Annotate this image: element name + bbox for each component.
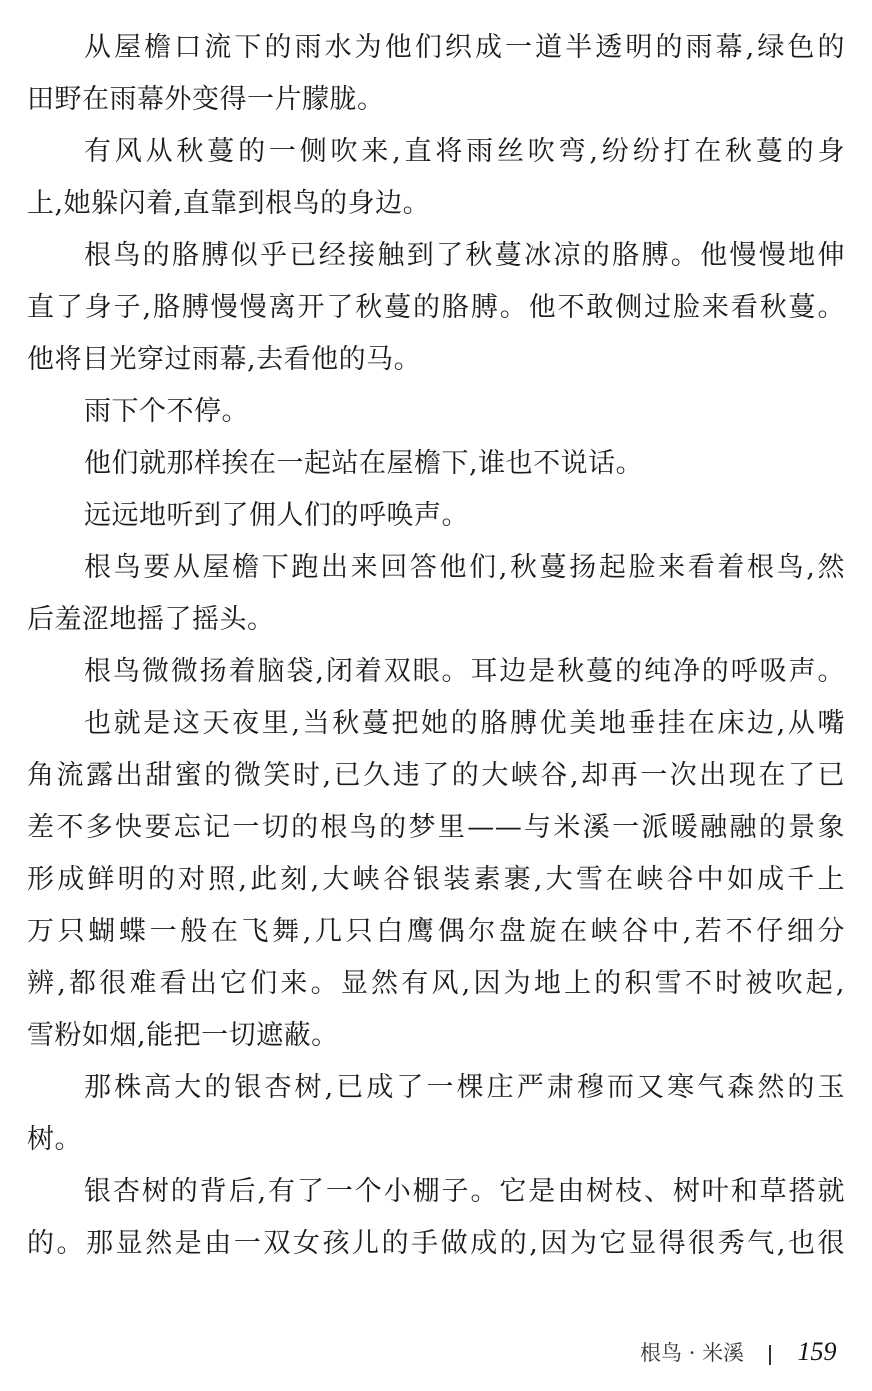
text-line: 上,她躲闪着,直靠到根鸟的身边。 [27, 188, 431, 219]
text-line: 田野在雨幕外变得一片朦胧。 [27, 84, 385, 115]
page-body [27, 22, 845, 1270]
text-line: 雨下个不停。 [84, 396, 249, 427]
text-line: 根鸟要从屋檐下跑出来回答他们,秋蔓扬起脸来看着根鸟,然 [84, 552, 845, 583]
text-line: 雪粉如烟,能把一切遮蔽。 [27, 1020, 339, 1051]
text-line: 差不多快要忘记一切的根鸟的梦里——与米溪一派暖融融的景象 [27, 812, 845, 843]
text-line: 他将目光穿过雨幕,去看他的马。 [27, 344, 422, 375]
running-title-right: 米溪 [702, 1341, 745, 1365]
text-line: 万只蝴蝶一般在飞舞,几只白鹰偶尔盘旋在峡谷中,若不仔细分 [27, 916, 845, 947]
running-title-left: 根鸟 [640, 1341, 682, 1365]
text-line: 他们就那样挨在一起站在屋檐下,谁也不说话。 [84, 448, 644, 479]
text-line: 直了身子,胳膊慢慢离开了秋蔓的胳膊。他不敢侧过脸来看秋蔓。 [27, 292, 845, 323]
text-line: 有风从秋蔓的一侧吹来,直将雨丝吹弯,纷纷打在秋蔓的身 [84, 136, 845, 167]
text-line: 辨,都很难看出它们来。显然有风,因为地上的积雪不时被吹起, [27, 968, 845, 999]
text-line: 的。那显然是由一双女孩儿的手做成的,因为它显得很秀气,也很 [27, 1228, 845, 1259]
text-line: 也就是这天夜里,当秋蔓把她的胳膊优美地垂挂在床边,从嘴 [84, 708, 845, 739]
text-line: 那株高大的银杏树,已成了一棵庄严肃穆而又寒气森然的玉 [84, 1072, 845, 1103]
text-line: 银杏树的背后,有了一个小棚子。它是由树枝、树叶和草搭就 [84, 1176, 845, 1207]
running-title-bullet: · [688, 1341, 696, 1365]
page-footer [640, 1334, 836, 1370]
text-line: 根鸟微微扬着脑袋,闭着双眼。耳边是秋蔓的纯净的呼吸声。 [84, 656, 845, 687]
page-number: 159 [797, 1337, 837, 1366]
footer-separator [769, 1345, 771, 1365]
text-line: 角流露出甜蜜的微笑时,已久违了的大峡谷,却再一次出现在了已 [27, 760, 845, 791]
text-line: 从屋檐口流下的雨水为他们织成一道半透明的雨幕,绿色的 [84, 32, 845, 63]
text-line: 树。 [27, 1124, 82, 1155]
text-line: 形成鲜明的对照,此刻,大峡谷银装素裹,大雪在峡谷中如成千上 [27, 864, 845, 895]
text-line: 后羞涩地摇了摇头。 [27, 604, 275, 635]
text-line: 根鸟的胳膊似乎已经接触到了秋蔓冰凉的胳膊。他慢慢地伸 [84, 240, 845, 271]
text-line: 远远地听到了佣人们的呼唤声。 [84, 500, 469, 531]
